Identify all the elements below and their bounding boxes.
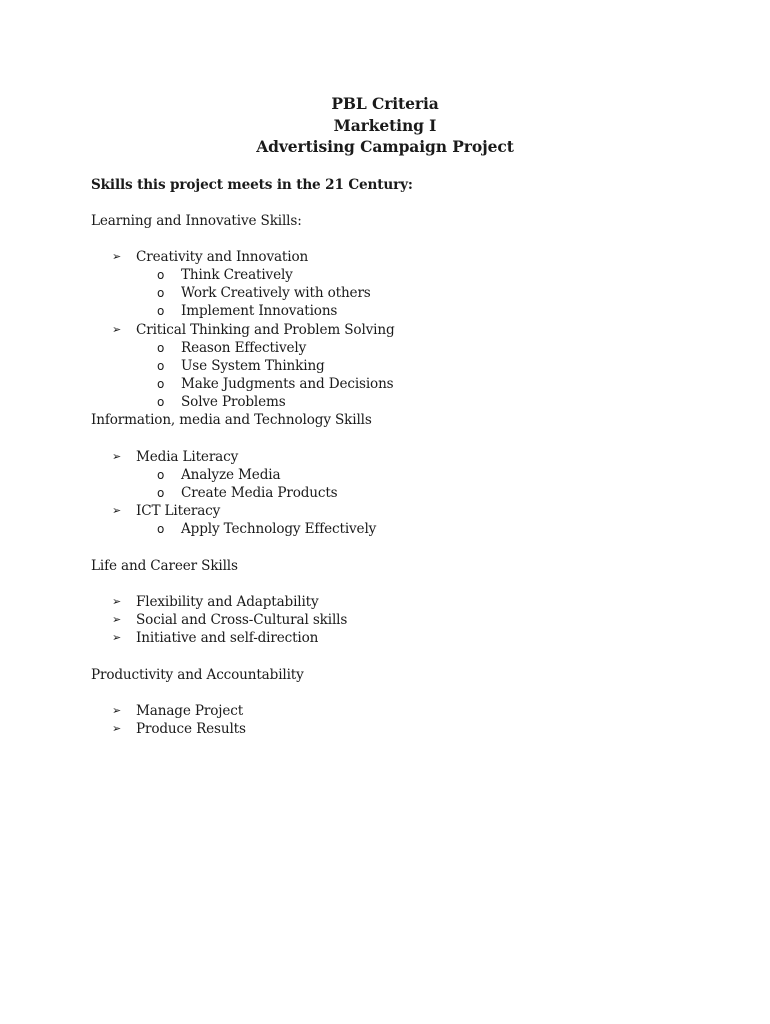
arrow-bullet-icon: ➢: [112, 704, 122, 717]
sub-list-item: [157, 357, 325, 375]
arrow-bullet-icon: ➢: [112, 722, 122, 735]
arrow-bullet-icon: ➢: [112, 504, 122, 517]
section-heading-life-career: Life and Career Skills: [91, 558, 238, 574]
sub-list-item-label: Think Creatively: [181, 267, 293, 283]
list-item: [112, 321, 395, 339]
section-heading-information: Information, media and Technology Skills: [91, 412, 372, 428]
sub-list-item-label: Analyze Media: [181, 467, 281, 483]
list-item-label: Produce Results: [136, 721, 246, 737]
arrow-bullet-icon: ➢: [112, 613, 122, 626]
sub-list-item: [157, 339, 306, 357]
list-item-label: Manage Project: [136, 703, 244, 719]
list-item: [112, 629, 318, 647]
sub-list-item: [157, 393, 286, 411]
sub-list-item-label: Use System Thinking: [181, 358, 325, 374]
sub-list-item-label: Create Media Products: [181, 485, 338, 501]
title-line-3: Advertising Campaign Project: [256, 137, 514, 156]
sub-list-item: [157, 284, 371, 302]
list-item: [112, 611, 347, 629]
arrow-bullet-icon: ➢: [112, 631, 122, 644]
circle-bullet-icon: o: [157, 304, 165, 318]
sub-list-item: [157, 466, 280, 484]
sub-list-item: [157, 375, 394, 393]
circle-bullet-icon: o: [157, 377, 165, 391]
section-heading-productivity: Productivity and Accountability: [91, 667, 304, 683]
circle-bullet-icon: o: [157, 359, 165, 373]
section-heading-learning: Learning and Innovative Skills:: [91, 213, 302, 229]
arrow-bullet-icon: ➢: [112, 323, 122, 336]
list-item-label: ICT Literacy: [136, 503, 221, 519]
sub-list-item: [157, 520, 376, 538]
list-item-label: Media Literacy: [136, 449, 239, 465]
circle-bullet-icon: o: [157, 486, 165, 500]
list-item: [112, 702, 243, 720]
circle-bullet-icon: o: [157, 286, 165, 300]
list-item-label: Flexibility and Adaptability: [136, 594, 319, 610]
list-item-label: Social and Cross-Cultural skills: [136, 612, 348, 628]
sub-list-item: [157, 484, 338, 502]
sub-list-item-label: Make Judgments and Decisions: [181, 376, 394, 392]
circle-bullet-icon: o: [157, 341, 165, 355]
circle-bullet-icon: o: [157, 522, 165, 536]
sub-list-item-label: Work Creatively with others: [181, 285, 371, 301]
arrow-bullet-icon: ➢: [112, 250, 122, 263]
sub-list-item-label: Apply Technology Effectively: [181, 521, 377, 537]
title-line-2: Marketing I: [333, 115, 437, 135]
circle-bullet-icon: o: [157, 468, 165, 482]
circle-bullet-icon: o: [157, 395, 165, 409]
arrow-bullet-icon: ➢: [112, 450, 122, 463]
circle-bullet-icon: o: [157, 268, 165, 282]
sub-list-item-label: Solve Problems: [181, 394, 286, 410]
sub-list-item: [157, 266, 293, 284]
title-line-1: PBL Criteria: [331, 94, 439, 113]
arrow-bullet-icon: ➢: [112, 595, 122, 608]
list-item: [112, 720, 246, 738]
list-item-label: Initiative and self-direction: [136, 630, 319, 646]
list-item-label: Critical Thinking and Problem Solving: [136, 322, 395, 338]
list-item: [112, 448, 238, 466]
sub-list-item-label: Implement Innovations: [181, 303, 338, 319]
list-item-label: Creativity and Innovation: [136, 249, 309, 265]
sub-list-item: [157, 302, 337, 320]
list-item: [112, 502, 220, 520]
list-item: [112, 248, 308, 266]
document-title: [0, 93, 770, 158]
sub-list-item-label: Reason Effectively: [181, 340, 307, 356]
list-item: [112, 593, 319, 611]
intro-heading: Skills this project meets in the 21 Century:: [91, 177, 413, 193]
